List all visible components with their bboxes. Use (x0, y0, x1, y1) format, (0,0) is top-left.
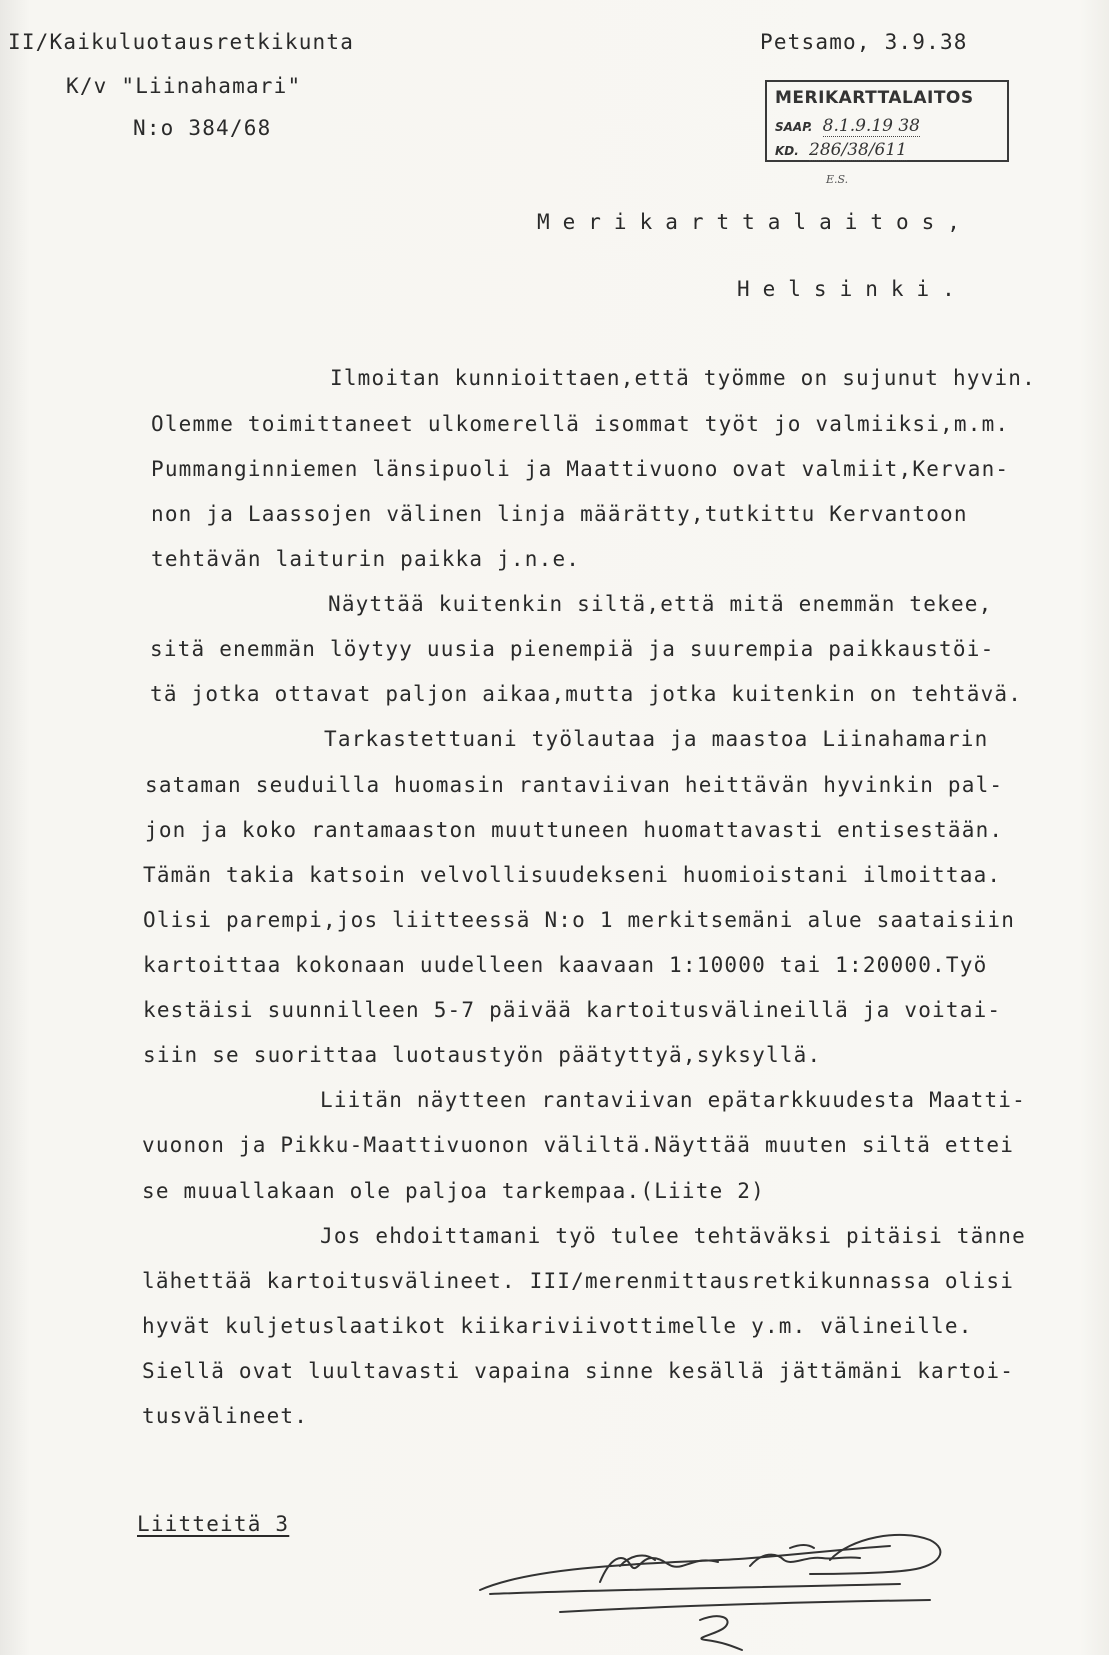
stamp-received-label: SAAP. (775, 120, 813, 134)
stamp-reference-row (775, 140, 907, 160)
stamp-reference-value: 286/38/611 (809, 140, 907, 160)
stamp-received-row (775, 116, 920, 136)
letter-number: N:o 384/68 (133, 116, 272, 140)
body-line: se muuallakaan ole paljoa tarkempaa.(Liite 2) (142, 1179, 765, 1203)
body-line: non ja Laassojen välinen linja määrätty,tutkittu Kervantoon (151, 502, 968, 526)
attachments-count: Liitteitä 3 (137, 1512, 290, 1536)
body-line: kartoittaa kokonaan uudelleen kaavaan 1:10000 tai 1:20000.Työ (143, 953, 988, 977)
recipient-city: Helsinki. (737, 277, 968, 301)
body-line: siin se suorittaa luotaustyön päätyttyä,syksyllä. (143, 1043, 822, 1067)
expedition-name: II/Kaikuluotausretkikunta (8, 30, 355, 54)
stamp-reference-label: KD. (775, 144, 799, 158)
body-line: Ilmoitan kunnioittaen,että työmme on sujunut hyvin. (330, 366, 1036, 390)
body-line: tusvälineet. (142, 1404, 309, 1428)
body-line: tä jotka ottavat paljon aikaa,mutta jotka kuitenkin on tehtävä. (150, 682, 1023, 706)
stamp-institution: MERIKARTTALAITOS (775, 88, 974, 108)
body-line: Jos ehdoittamani työ tulee tehtäväksi pitäisi tänne (320, 1224, 1026, 1248)
body-line: Olemme toimittaneet ulkomerellä isommat työt jo valmiiksi,m.m. (151, 412, 1010, 436)
signature-icon (470, 1500, 970, 1655)
body-line: Tarkastettuani työlautaa ja maastoa Liinahamarin (324, 727, 989, 751)
body-line: sataman seuduilla huomasin rantaviivan heittävän hyvinkin pal- (145, 773, 1004, 797)
body-line: vuonon ja Pikku-Maattivuonon väliltä.Näyttää muuten siltä ettei (142, 1133, 1015, 1157)
body-line: Pummanginniemen länsipuoli ja Maattivuono ovat valmiit,Kervan- (151, 457, 1010, 481)
body-line: Näyttää kuitenkin siltä,että mitä enemmän tekee, (328, 592, 993, 616)
received-stamp (765, 80, 1009, 162)
body-line: sitä enemmän löytyy uusia pienempiä ja suurempia paikkaustöi- (150, 637, 995, 661)
body-line: lähettää kartoitusvälineet. III/merenmittausretkikunnassa olisi (142, 1269, 1015, 1293)
place-date: Petsamo, 3.9.38 (760, 30, 968, 54)
recipient-name: Merikarttalaitos, (537, 210, 973, 234)
body-line: Olisi parempi,jos liitteessä N:o 1 merkitsemäni alue saataisiin (143, 908, 1016, 932)
stamp-received-value: 8.1.9.19 38 (822, 116, 920, 136)
body-line: Liitän näytteen rantaviivan epätarkkuudesta Maatti- (320, 1088, 1026, 1112)
body-line: kestäisi suunnilleen 5-7 päivää kartoitusvälineillä ja voitai- (143, 998, 1002, 1022)
body-line: jon ja koko rantamaaston muuttuneen huomattavasti entisestään. (145, 818, 1004, 842)
vessel-name: K/v "Liinahamari" (66, 74, 302, 98)
body-line: tehtävän laiturin paikka j.n.e. (151, 547, 581, 571)
body-line: hyvät kuljetuslaatikot kiikariviivottimelle y.m. välineille. (142, 1314, 973, 1338)
body-line: Tämän takia katsoin velvollisuudekseni huomioistani ilmoittaa. (143, 863, 1002, 887)
body-line: Siellä ovat luultavasti vapaina sinne kesällä jättämäni kartoi- (142, 1359, 1015, 1383)
stamp-initials: E.S. (826, 173, 849, 186)
